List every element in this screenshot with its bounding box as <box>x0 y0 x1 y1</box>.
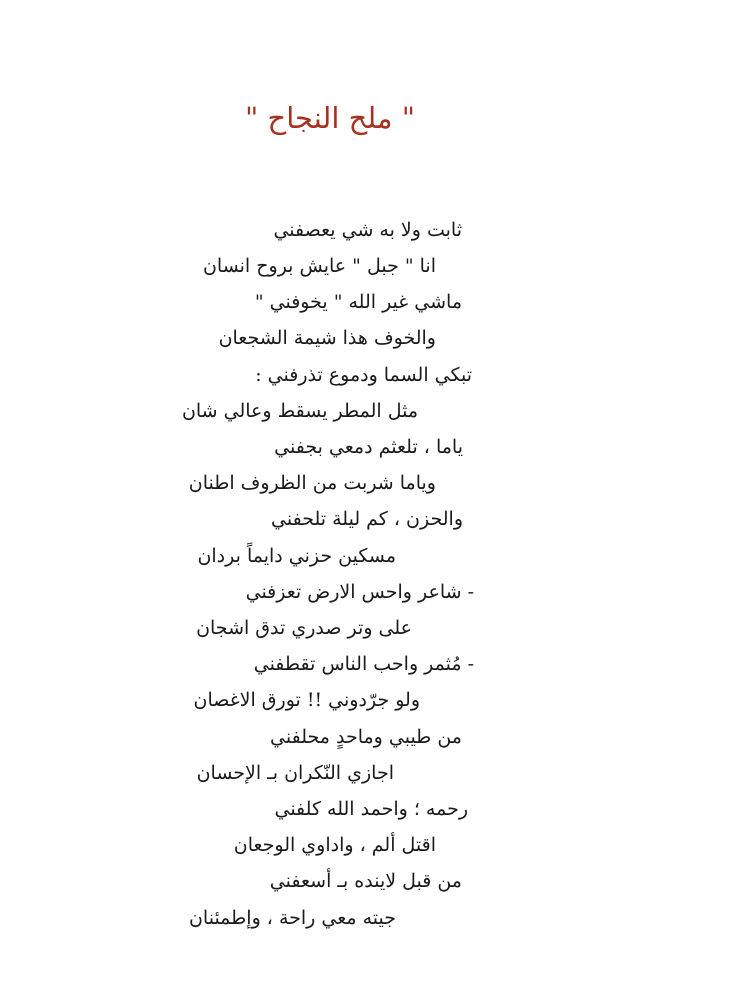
verse-line: وياما شربت من الظروف اطنان <box>188 472 436 494</box>
verse-line: ياما ، تلعثم دمعي بجفني <box>274 436 463 458</box>
poem-title: " ملح النجاح " <box>244 101 416 135</box>
verse-line: مسكين حزني دايماً بردان <box>197 545 396 567</box>
verse-line: ثابت ولا به شي يعصفني <box>273 219 462 241</box>
verse-line: من طيبي وماحدٍ محلفني <box>270 726 462 748</box>
verse-line: ولو جرّدوني !! تورق الاغصان <box>193 689 420 711</box>
verse-line: تبكي السما ودموع تذرفني : <box>255 364 472 386</box>
verse-line: والحزن ، كم ليلة تلحفني <box>271 508 463 530</box>
verse-line: والخوف هذا شيمة الشجعان <box>218 327 436 349</box>
verse-line: اقتل ألم ، واداوي الوجعان <box>233 834 436 856</box>
verse-line: ماشي غير الله " يخوفني " <box>254 291 462 313</box>
verse-line: من قبل لاينده بـ أسعفني <box>269 870 462 892</box>
verse-line: على وتر صدري تدق اشجان <box>196 617 412 639</box>
verse-line: - مُثمر واحب الناس تقطفني <box>253 653 474 675</box>
verse-line: انا " جبل " عايش بروح انسان <box>202 255 436 277</box>
verse-line: مثل المطر يسقط وعالي شان <box>181 400 418 422</box>
verse-line: - شاعر واحس الارض تعزفني <box>245 581 474 603</box>
verse-line: رحمه ؛ واحمد الله كلفني <box>274 798 468 820</box>
verse-line: اجازي النّكران بـ الإحسان <box>196 762 394 784</box>
verse-line: جيته معي راحة ، وإطمئنان <box>188 907 396 929</box>
poem-body <box>0 215 750 935</box>
